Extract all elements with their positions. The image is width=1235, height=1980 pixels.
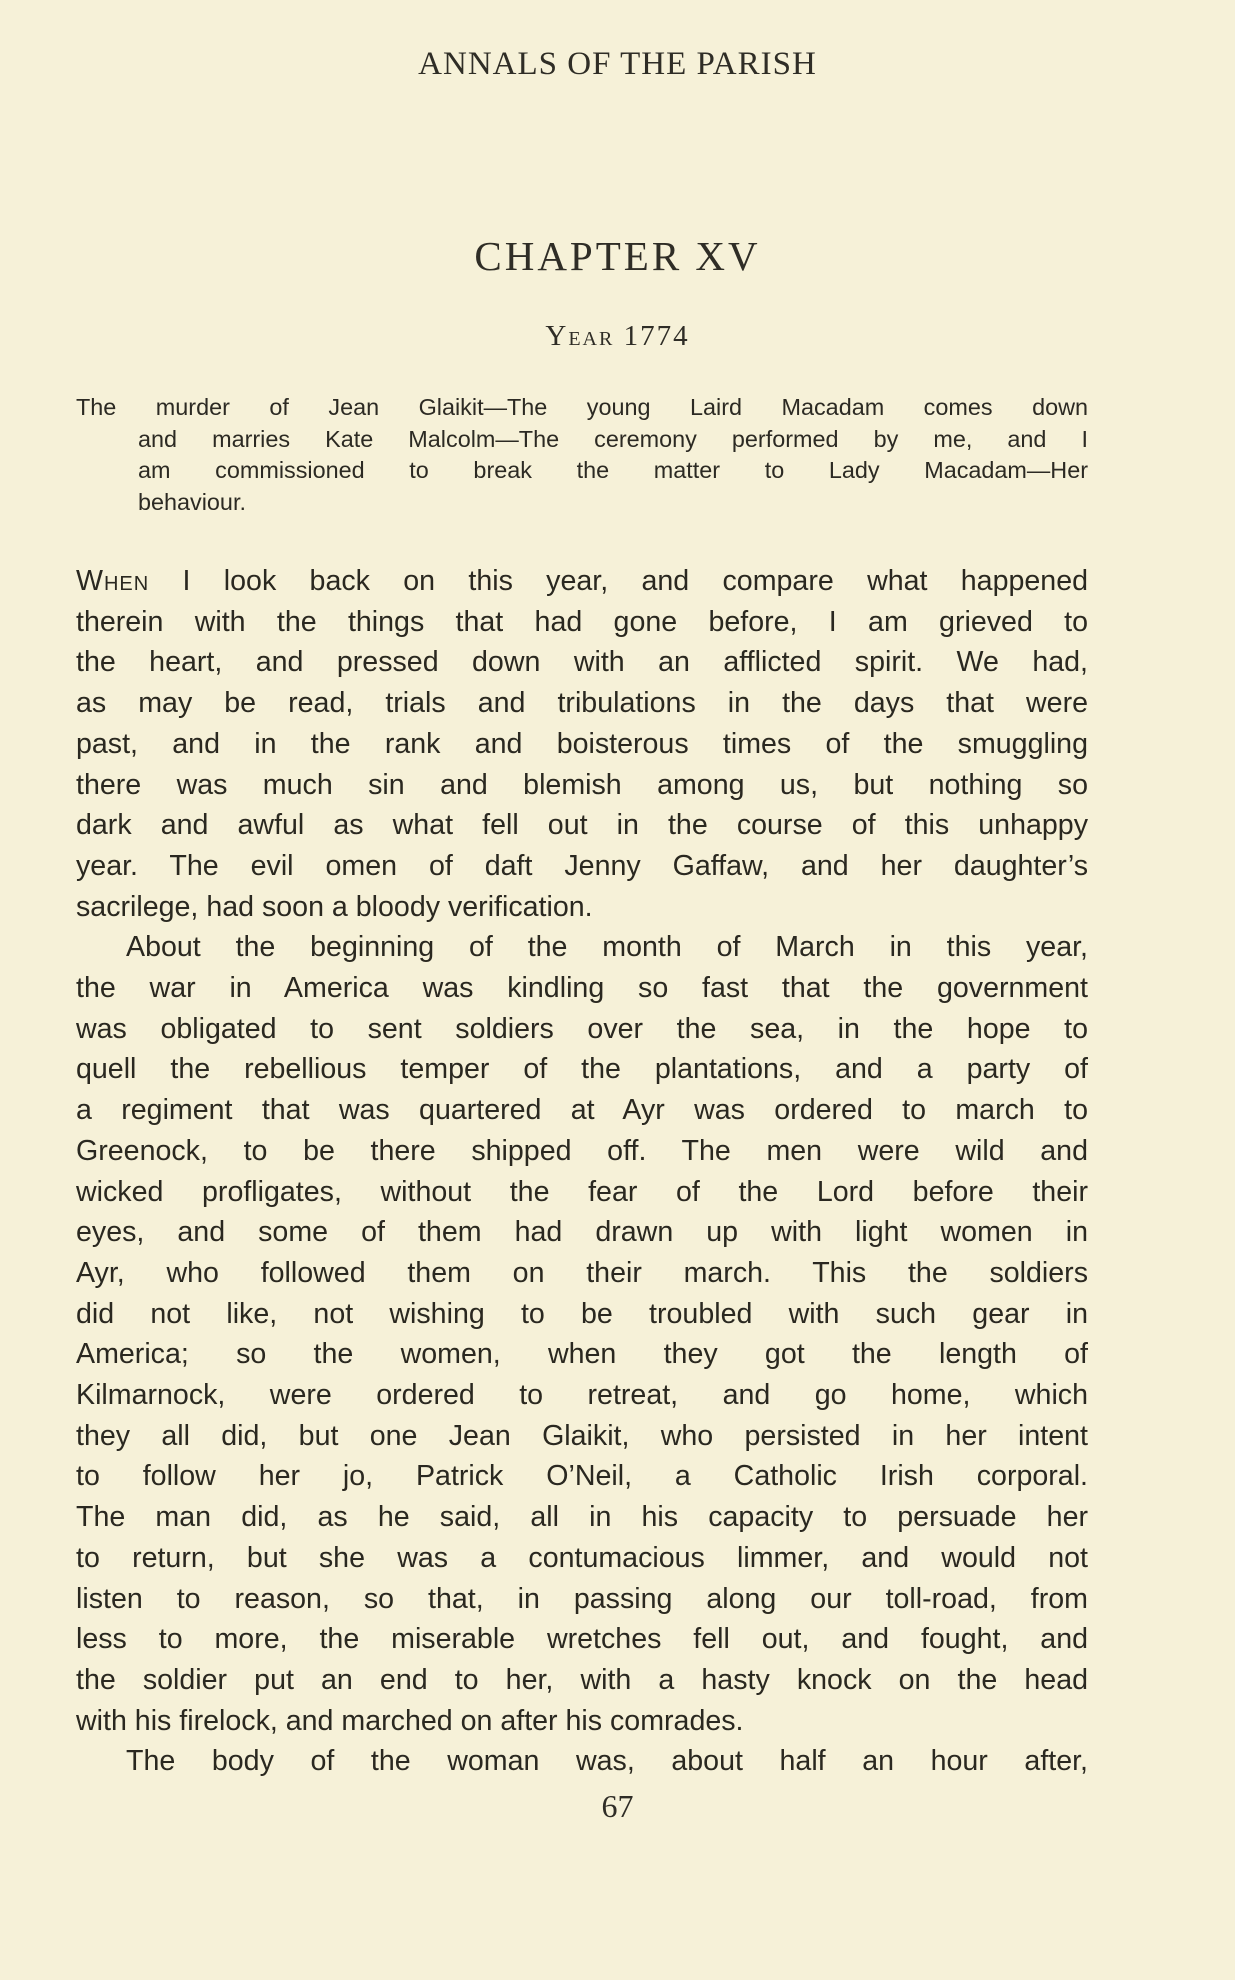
opening-word: When	[76, 565, 150, 597]
body-line: eyes, and some of them had drawn up with light women in	[76, 1216, 1088, 1249]
body-line: as may be read, trials and tribulations in the days that were	[76, 687, 1088, 720]
body-line: About the beginning of the month of March in this year,	[126, 931, 1088, 964]
page-number: 67	[601, 1788, 634, 1824]
body-line: past, and in the rank and boisterous times of the smuggling	[76, 727, 1088, 760]
body-line: listen to reason, so that, in passing along our toll-road, from	[76, 1582, 1088, 1615]
body-text	[76, 561, 1088, 1782]
body-line: quell the rebellious temper of the plantations, and a party of	[76, 1053, 1088, 1086]
body-line: to follow her jo, Patrick O’Neil, a Catholic Irish corporal.	[76, 1460, 1088, 1493]
body-line: America; so the women, when they got the length of	[76, 1338, 1088, 1371]
body-line: they all did, but one Jean Glaikit, who persisted in her intent	[76, 1419, 1088, 1452]
body-line: year. The evil omen of daft Jenny Gaffaw, and her daughter’s	[76, 849, 1088, 882]
body-line	[76, 561, 1088, 602]
body-line: to return, but she was a contumacious limmer, and would not	[76, 1541, 1088, 1574]
year-label: Year	[545, 320, 615, 352]
body-line: sacrilege, had soon a bloody verification.	[76, 890, 593, 923]
synopsis-line: behaviour.	[138, 488, 246, 515]
year-heading	[0, 320, 1235, 353]
body-line: was obligated to sent soldiers over the sea, in the hope to	[76, 1012, 1088, 1045]
body-line: The man did, as he said, all in his capacity to persuade her	[76, 1501, 1088, 1534]
body-line: a regiment that was quartered at Ayr was ordered to march to	[76, 1094, 1088, 1127]
body-line: The body of the woman was, about half an hour after,	[126, 1745, 1088, 1778]
body-line: with his firelock, and marched on after his comrades.	[76, 1704, 744, 1737]
chapter-title: CHAPTER XV	[474, 233, 761, 279]
body-line: the war in America was kindling so fast that the government	[76, 972, 1088, 1005]
body-line: wicked profligates, without the fear of the Lord before their	[76, 1175, 1088, 1208]
body-line: Greenock, to be there shipped off. The men were wild and	[76, 1134, 1088, 1167]
body-line: the heart, and pressed down with an afflicted spirit. We had,	[76, 646, 1088, 679]
body-line: the soldier put an end to her, with a hasty knock on the head	[76, 1663, 1088, 1696]
body-line: Kilmarnock, were ordered to retreat, and go home, which	[76, 1379, 1088, 1412]
body-line: dark and awful as what fell out in the course of this unhappy	[76, 809, 1088, 842]
body-line: there was much sin and blemish among us, but nothing so	[76, 768, 1088, 801]
body-line: did not like, not wishing to be troubled with such gear in	[76, 1297, 1088, 1330]
chapter-synopsis	[76, 392, 1088, 518]
opening-rest: I look back on this year, and compare what happened	[149, 565, 1088, 597]
synopsis-line: and marries Kate Malcolm—The ceremony performed by me, and I	[138, 425, 1088, 452]
body-line: less to more, the miserable wretches fell out, and fought, and	[76, 1623, 1088, 1656]
synopsis-line: am commissioned to break the matter to Lady Macadam—Her	[138, 457, 1088, 483]
running-head: ANNALS OF THE PARISH	[418, 46, 817, 82]
synopsis-line: The murder of Jean Glaikit—The young Laird Macadam comes down	[76, 394, 1088, 420]
body-line: therein with the things that had gone before, I am grieved to	[76, 605, 1088, 638]
body-line: Ayr, who followed them on their march. This the soldiers	[76, 1256, 1088, 1289]
year-value: 1774	[623, 320, 690, 352]
